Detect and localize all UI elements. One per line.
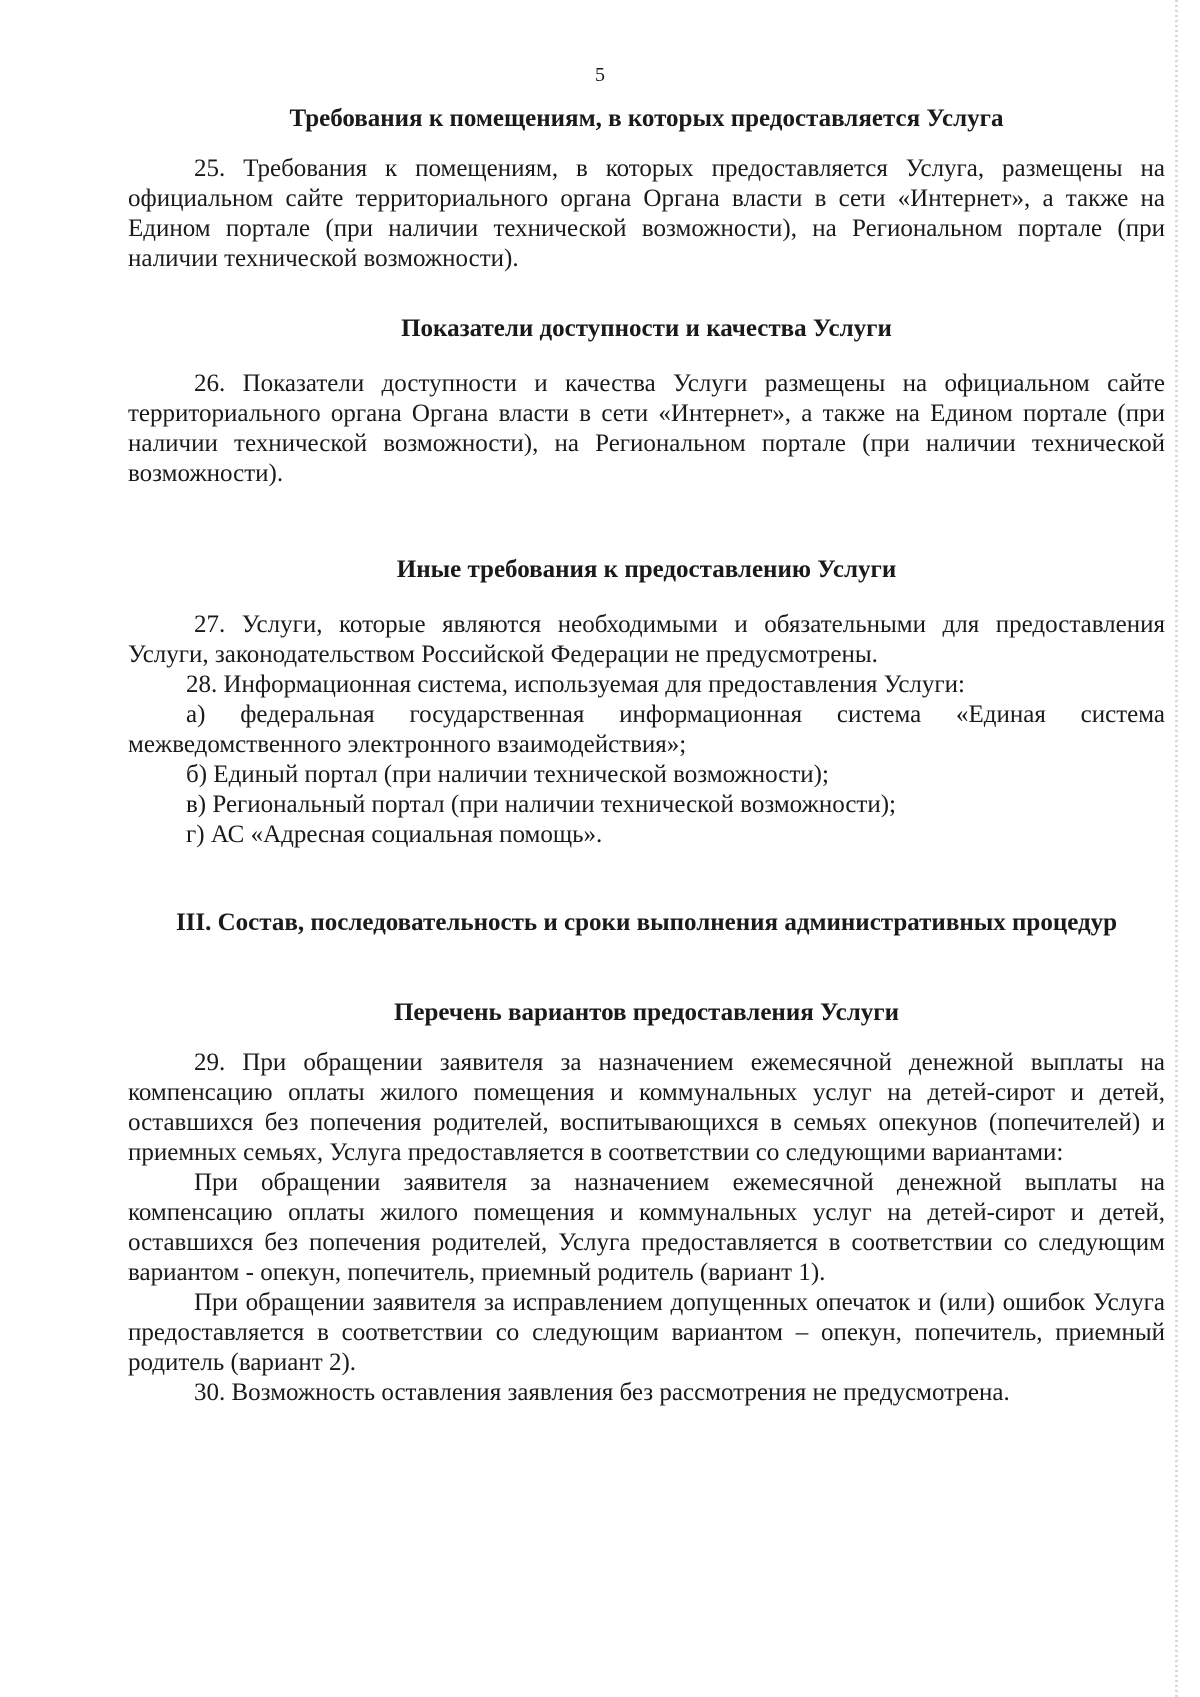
heading-other-requirements: Иные требования к предоставлению Услуги bbox=[396, 556, 897, 583]
chapter-3-heading: III. Состав, последовательность и сроки выполнения административных процедур bbox=[175, 909, 1118, 936]
paragraph-29-variant-2: При обращении заявителя за исправлением допущенных опечаток и (или) ошибок Услуга предоставляется в соответствии со следующим вариантом – опекун, попечитель, приемный родитель (вариант 2). bbox=[128, 1289, 1165, 1376]
paragraph-30: 30. Возможность оставления заявления без рассмотрения не предусмотрена. bbox=[194, 1379, 1010, 1406]
paragraph-28-a: а) федеральная государственная информационная система «Единая система межведомственного электронного взаимодействия»; bbox=[128, 701, 1165, 758]
paragraph-28-c: в) Региональный портал (при наличии технической возможности); bbox=[186, 791, 896, 818]
heading-availability-indicators: Показатели доступности и качества Услуги bbox=[401, 315, 892, 342]
document-body bbox=[128, 104, 1165, 1408]
paragraph-28: 28. Информационная система, используемая для предоставления Услуги: bbox=[186, 671, 965, 698]
paragraph-29-variant-1: При обращении заявителя за назначением ежемесячной денежной выплаты на компенсацию оплаты жилого помещения и коммунальных услуг на детей-сирот и детей, оставшихся без попечения родителей, Услуга предоставляется в соответствии со следующим вариантом - опекун, попечитель, приемный родитель (вариант 1). bbox=[128, 1169, 1165, 1286]
paragraph-27: 27. Услуги, которые являются необходимыми и обязательными для предоставления Услуги, законодательством Российской Федерации не предусмотрены. bbox=[128, 611, 1165, 668]
paragraph-28-d: г) АС «Адресная социальная помощь». bbox=[186, 821, 603, 848]
paragraph-29: 29. При обращении заявителя за назначением ежемесячной денежной выплаты на компенсацию оплаты жилого помещения и коммунальных услуг на детей-сирот и детей, оставшихся без попечения родителей, воспитывающихся в семьях опекунов (попечителей) и приемных семьях, Услуга предоставляется в соответствии со следующими вариантами: bbox=[128, 1049, 1165, 1166]
scan-page-edge bbox=[1175, 0, 1178, 1697]
paragraph-28-b: б) Единый портал (при наличии технической возможности); bbox=[186, 761, 829, 788]
paragraph-25: 25. Требования к помещениям, в которых предоставляется Услуга, размещены на официальном сайте территориального органа Органа власти в сети «Интернет», а также на Едином портале (при наличии технической возможности), на Региональном портале (при наличии технической возможности). bbox=[128, 155, 1165, 272]
page-number: 5 bbox=[595, 64, 605, 86]
paragraph-26: 26. Показатели доступности и качества Услуги размещены на официальном сайте территориального органа Органа власти в сети «Интернет», а также на Едином портале (при наличии технической возможности), на Региональном портале (при наличии технической возможности). bbox=[128, 370, 1165, 487]
heading-service-variants: Перечень вариантов предоставления Услуги bbox=[393, 999, 900, 1026]
heading-premises-requirements: Требования к помещениям, в которых предоставляется Услуга bbox=[289, 105, 1004, 132]
